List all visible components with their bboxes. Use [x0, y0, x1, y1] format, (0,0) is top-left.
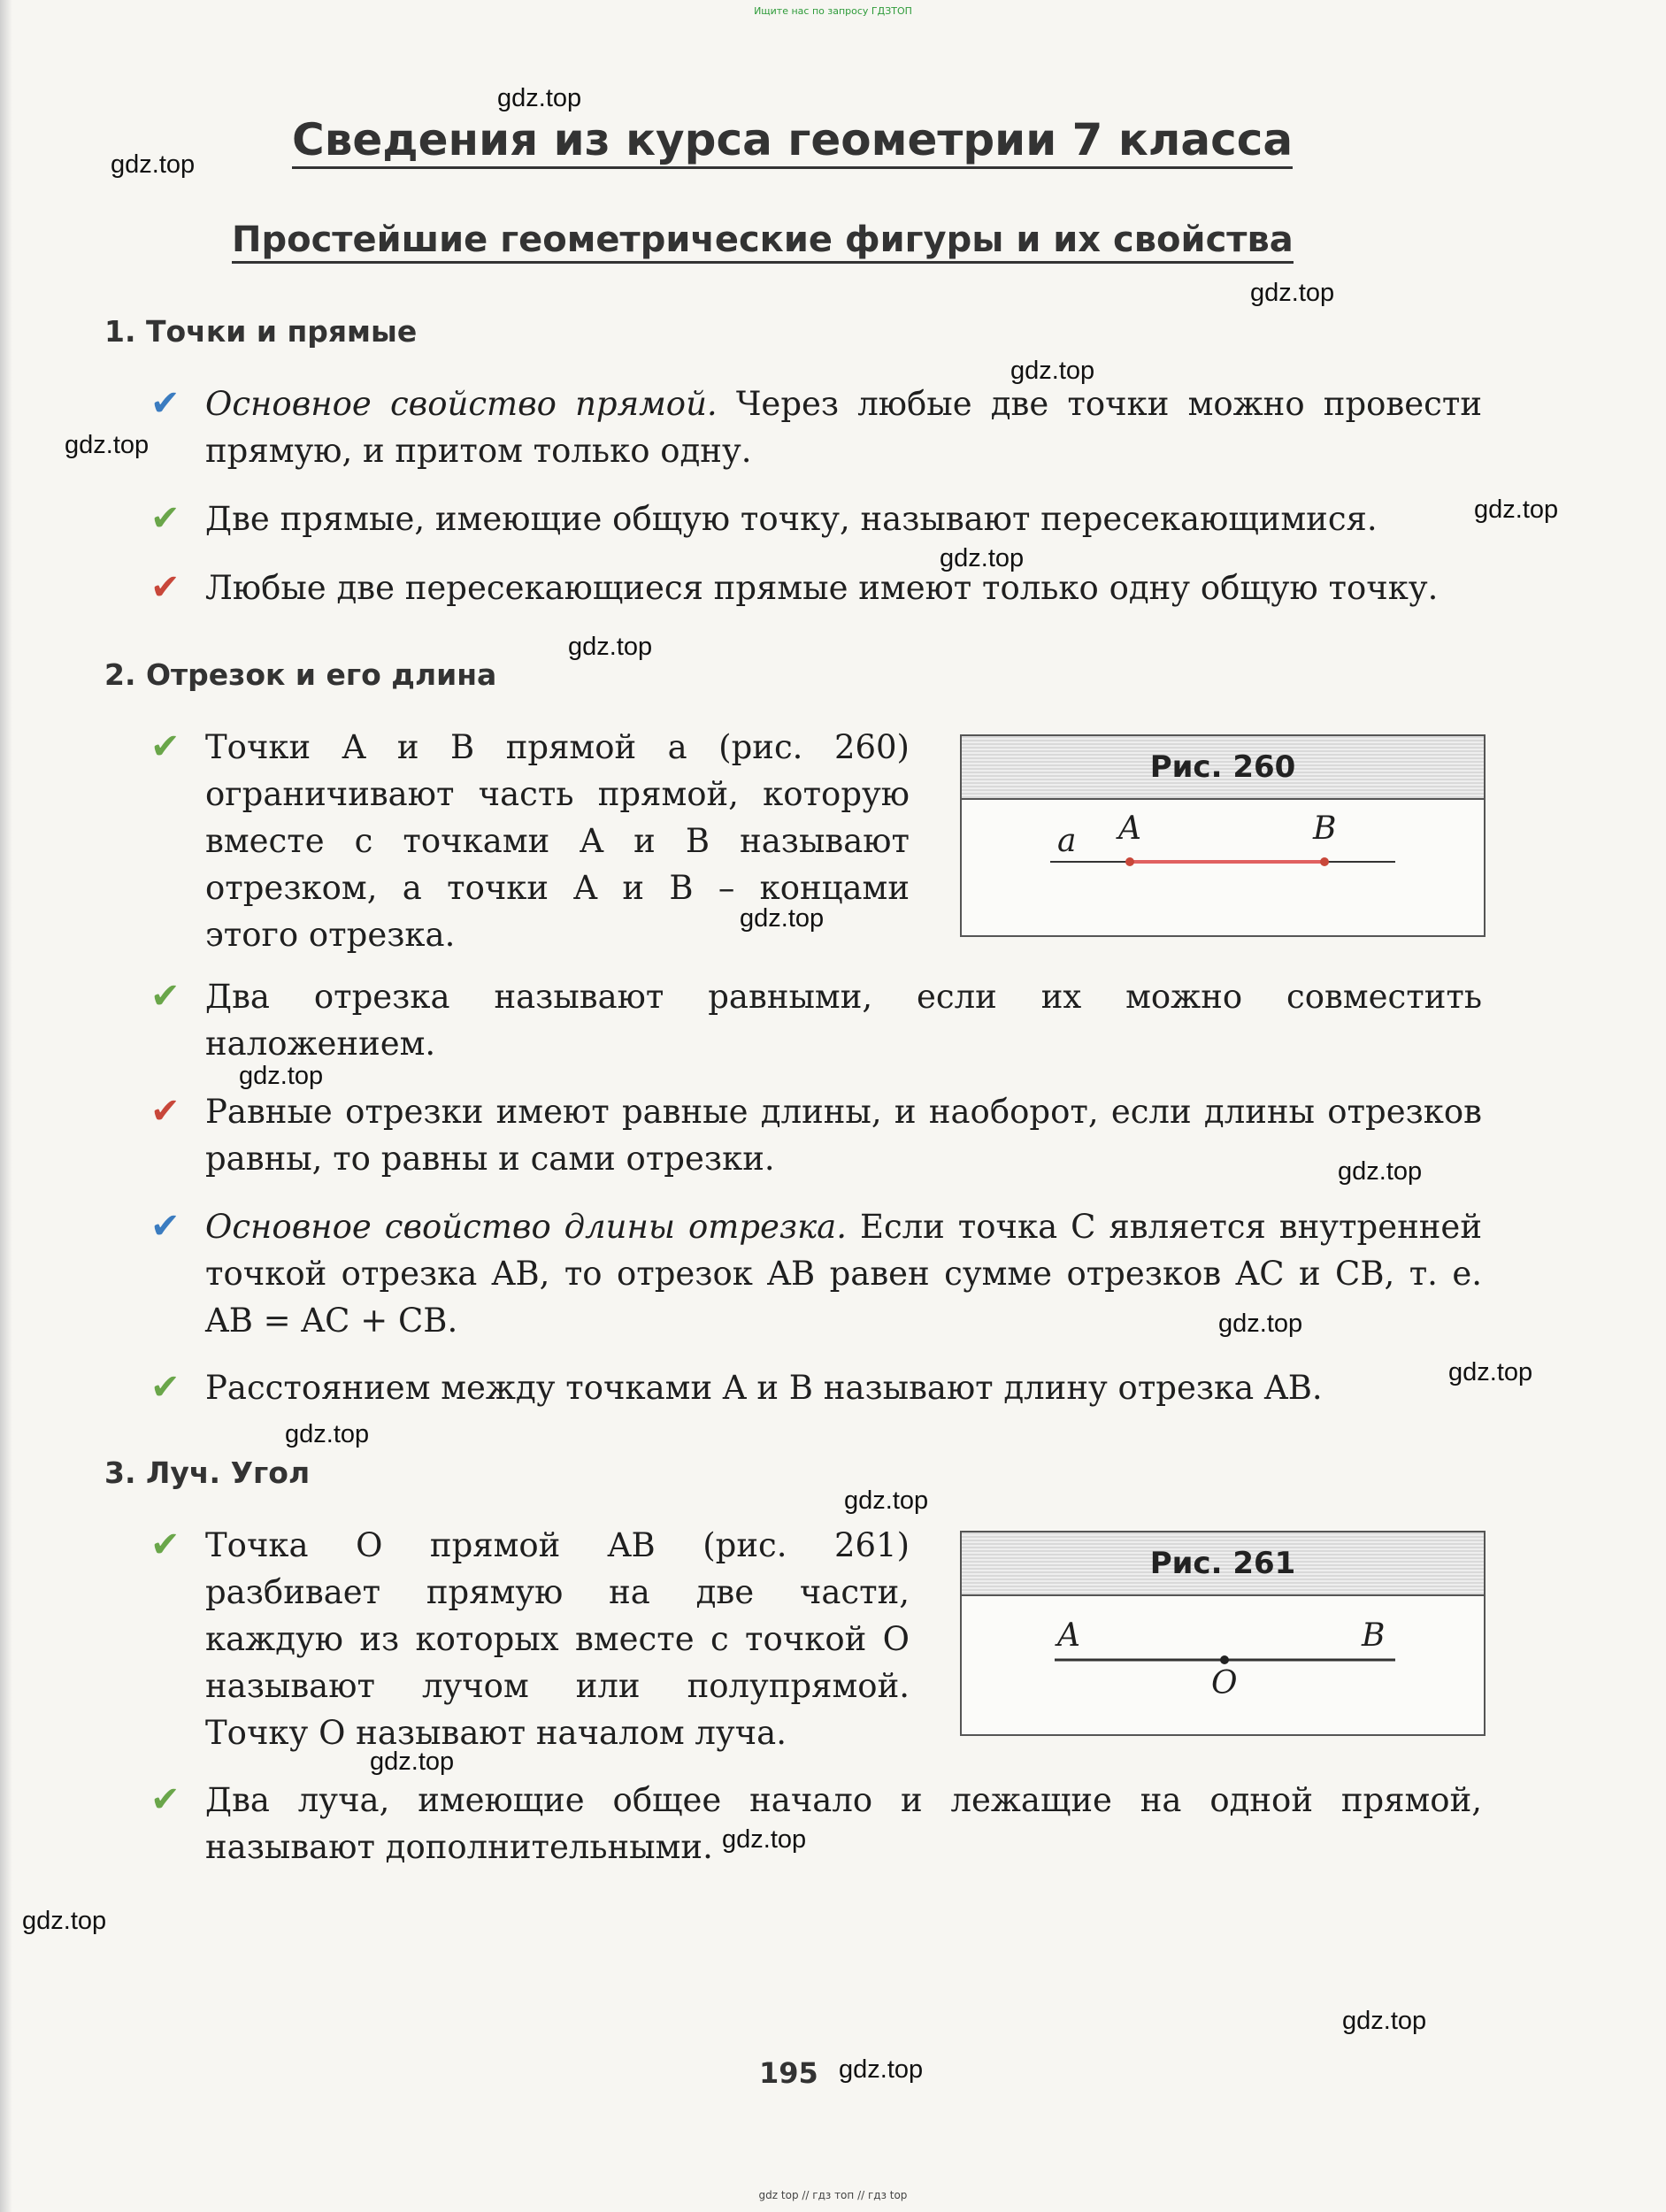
point-label-b: B: [1313, 810, 1337, 847]
item-text: Если точка C является внутренней точкой отрезка AB, то отрезок AB равен сумме отрезков AC и CB, т. е. AB = AC + CB.: [205, 1208, 1482, 1340]
watermark: gdz.top: [1250, 279, 1335, 307]
section-heading-points-lines: 1. Точки и прямые: [104, 314, 418, 349]
point-label-b: B: [1362, 1617, 1386, 1654]
item-text: Расстоянием между точками A и B называют длину отрезка AB.: [205, 1369, 1323, 1407]
point-a: [1125, 857, 1134, 866]
item-text: Точка O прямой AB (рис. 261) разбивает прямую на две части, каждую из которых вместе с точкой O называют лучом или полупрямой. Точку O называют началом луча.: [205, 1526, 910, 1752]
watermark: gdz.top: [65, 431, 150, 459]
watermark: gdz.top: [844, 1486, 929, 1515]
item-lead: Основное свойство длины отрезка.: [205, 1208, 847, 1246]
figure-260: [960, 734, 1486, 937]
watermark: gdz.top: [1338, 1157, 1423, 1186]
figure-caption: Рис. 260: [962, 736, 1484, 800]
watermark: gdz.top: [940, 544, 1025, 572]
watermark: gdz.top: [285, 1420, 370, 1448]
item-text: Равные отрезки имеют равные длины, и наоборот, если длины отрезков равны, то равны и сами отрезки.: [205, 1093, 1482, 1178]
item-text: Любые две пересекающиеся прямые имеют только одну общую точку.: [205, 569, 1439, 607]
page-number: 195: [759, 2056, 818, 2090]
watermark: gdz.top: [22, 1907, 107, 1935]
watermark: gdz.top: [839, 2055, 924, 2084]
figure-260-drawing: [962, 800, 1484, 933]
list-item: [150, 380, 1482, 474]
item-text: Через любые две точки можно провести прямую, и притом только одну.: [205, 385, 1482, 470]
checkmark-icon: ✔: [150, 1779, 180, 1820]
checkmark-icon: ✔: [150, 976, 180, 1017]
list-item: [150, 1088, 1482, 1182]
figure-261: [960, 1531, 1486, 1736]
watermark: gdz.top: [1474, 495, 1559, 524]
header-link[interactable]: Ищите нас по запросу ГДЗТОП: [754, 5, 912, 17]
checkmark-icon: ✔: [150, 1206, 180, 1247]
point-b: [1320, 857, 1329, 866]
watermark: gdz.top: [740, 904, 825, 933]
watermark: gdz.top: [1448, 1358, 1533, 1386]
list-item: [150, 973, 1482, 1067]
watermark: gdz.top: [1342, 2007, 1427, 2035]
list-item: [150, 565, 1482, 611]
page-edge: [0, 0, 12, 2212]
watermark: gdz.top: [568, 633, 653, 661]
checkmark-icon: ✔: [150, 1367, 180, 1408]
watermark: gdz.top: [497, 84, 582, 112]
checkmark-icon: ✔: [150, 1525, 180, 1565]
watermark: gdz.top: [1010, 357, 1095, 385]
point-label-a: A: [1057, 1617, 1080, 1654]
point-label-a: A: [1118, 810, 1141, 847]
item-lead: Основное свойство прямой.: [205, 385, 718, 423]
checkmark-icon: ✔: [150, 1091, 180, 1132]
section-heading-segment: 2. Отрезок и его длина: [104, 657, 497, 692]
list-item: [150, 1522, 910, 1756]
checkmark-icon: ✔: [150, 567, 180, 608]
watermark: gdz.top: [722, 1825, 807, 1854]
watermark: gdz.top: [370, 1747, 455, 1776]
point-label-o: O: [1211, 1665, 1238, 1701]
watermark: gdz.top: [1218, 1310, 1303, 1338]
watermark: gdz.top: [239, 1062, 324, 1090]
checkmark-icon: ✔: [150, 383, 180, 424]
item-text: Точки A и B прямой a (рис. 260) ограничивают часть прямой, которую вместе с точками A и B называют отрезком, а точки A и B – концами этого отрезка.: [205, 728, 910, 954]
list-item: [150, 1364, 1482, 1411]
item-text: Два луча, имеющие общее начало и лежащие на одной прямой, называют дополнительными.: [205, 1781, 1482, 1866]
page-title: Сведения из курса геометрии 7 класса: [292, 113, 1293, 169]
item-text: Две прямые, имеющие общую точку, называют пересекающимися.: [205, 500, 1378, 538]
footer-links[interactable]: gdz top // гдз топ // гдз top: [758, 2189, 908, 2201]
section-heading-ray-angle: 3. Луч. Угол: [104, 1455, 311, 1490]
figure-261-drawing: [962, 1596, 1484, 1729]
figure-caption: Рис. 261: [962, 1532, 1484, 1596]
item-text: Два отрезка называют равными, если их можно совместить наложением.: [205, 978, 1482, 1063]
checkmark-icon: ✔: [150, 726, 180, 767]
point-o: [1220, 1655, 1229, 1664]
checkmark-icon: ✔: [150, 498, 180, 539]
page-subtitle: Простейшие геометрические фигуры и их свойства: [232, 219, 1294, 264]
line-label-a: a: [1057, 823, 1077, 859]
watermark: gdz.top: [111, 150, 196, 179]
list-item: [150, 1777, 1482, 1870]
list-item: [150, 495, 1482, 542]
